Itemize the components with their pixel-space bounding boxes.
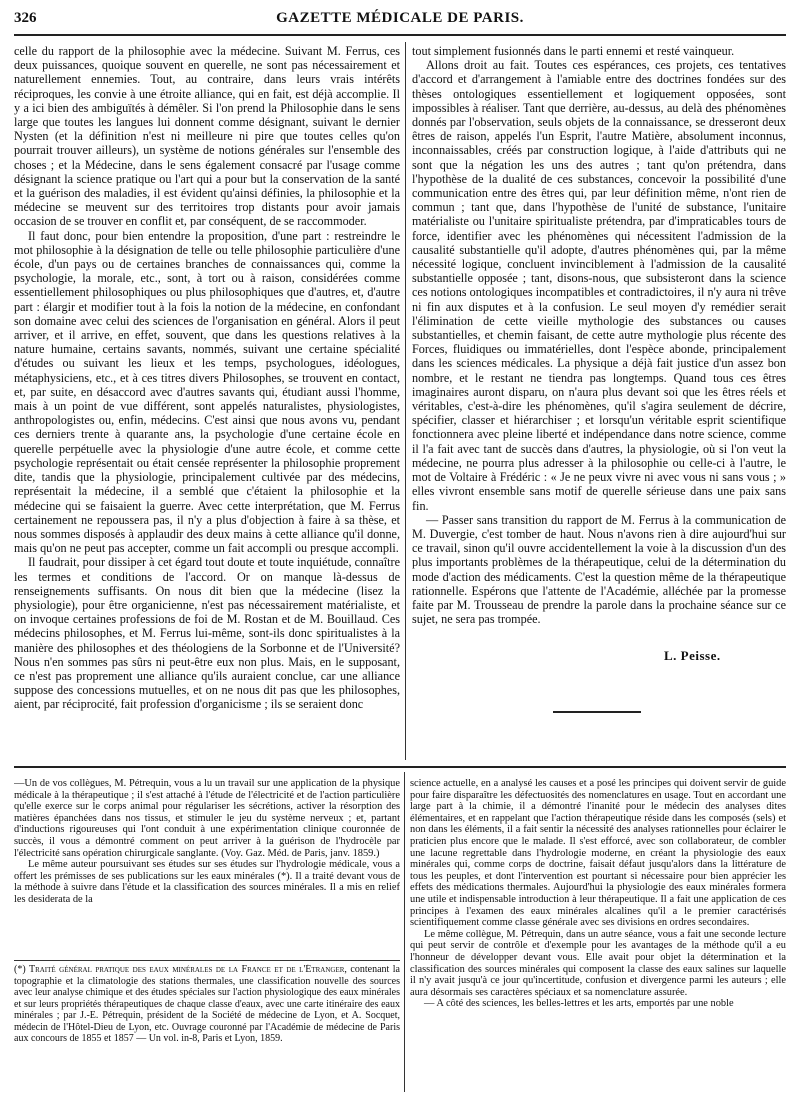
journal-title: GAZETTE MÉDICALE DE PARIS. [276,10,524,26]
upper-left-column [14,44,400,758]
paragraph: Le même collègue, M. Pétrequin, dans un autre séance, vous a fait une seconde lecture qui peut servir de contrôle et d'exemple pour les avantages de la méthode qu'il a eu l'honneur de développer devant vous. Elle avait pour objet la détermination et la classification des sources minérales qui composent la classe des eaux salines sur laquelle il n'y avait jusqu'à ce jour qu'incertitude, confusion et divergence parmi les auteurs ; elle aura désormais ses caractères spéciaux et sa nomenclature assurée. [410,928,786,998]
footnote [14,964,400,1092]
paragraph: Il faudrait, pour dissiper à cet égard tout doute et toute inquiétude, connaître les termes et conditions de l'accord. Or on manque là-dessus de renseignements suffisants. On nous dit bien que la médecine (lisez la physiologie), pour être organicienne, n'est pas nécessairement matérialiste, et on invoque certaines professions de foi de M. Rostan et de M. Bouillaud. Ces médecins philosophes, et M. Ferrus lui-même, sont-ils donc spiritualistes à la manière des philosophes et des théologiens de la Sorbonne et de l'Université? Nous n'en sommes pas sûrs ni peut-être eux non plus. Mais, en le supposant, ce n'est pas proprement une alliance qu'ils auraient conclue, car une alliance suppose des concessions mutuelles, et on ne nous dit pas que les philosophes, aient, par réciprocité, fait profession d'organicisme ; ils se seraient donc [14,555,400,712]
paragraph: Le même auteur poursuivant ses études sur ses études sur l'hydrologie médicale, vous a offert les prémisses de ses publications sur les eaux minérales (*). Il a traité devant vous de la méthode à suivre dans l'étude et la classification des sources minérales. Il a mis en relief les desiderata de la [14,859,400,905]
paragraph: — Passer sans transition du rapport de M. Ferrus à la communication de M. Duvergie, c'est tomber de haut. Nous n'avons rien à dire aujourd'hui sur ce travail, sinon qu'il ouvre accidentellement la voie à la discussion d'un des plus importants problèmes de la thérapeutique, celui de la détermination du mode d'action des médicaments. C'est la question même de la thérapeutique rationnelle. Espérons que l'attente de l'Académie, alléchée par la promesse faite par M. Trousseau de prendre la parole dans la prochaine séance sur ce sujet, ne sera pas trompée. [412,512,786,627]
footnote-title: (*) Traité général pratique des eaux minérales de la France et de l'Étranger, [14,964,347,975]
paragraph: science actuelle, en a analysé les causes et a posé les principes qui doivent servir de guide pour faire disparaître les défectuosités des nomenclatures en usage. Tout en accordant une large part à la chimie, il a démontré l'inanité pour le médecin des analyses dites élémentaires, et en rappelant que l'action thérapeutique réside dans les composés (sels) et non dans les éléments, il a fait sentir la nécessité des analyses rationnelles pour éclairer le praticien plus encore que le malade. Il s'est efforcé, avec son collaborateur, de combler une lacune regrettable dans l'hydrologie moderne, en créant la physiologie des eaux minérales qui, comme corps de doctrine, faisait défaut jusqu'alors dans la littérature de tous les peuples, et dont l'intervention est pourtant si nécessaire pour bien apprécier les effets des médications thermales. Aujourd'hui la physiologie des eaux minérales formera une utile et indispensable introduction à leur thérapeutique. Il a fait une application de ces principes à l'examen des eaux minérales alcalines qu'il a le premier caractérisés scientifiquement comme classe générale avec ses divisions en ordres secondaires. [410,778,786,929]
paragraph: celle du rapport de la philosophie avec la médecine. Suivant M. Ferrus, ces deux puissances, quoique souvent en querelle, ne sont pas nécessairement et naturellement ennemies. Tout, au contraire, dans leurs vrais intérêts réciproques, les convie à une étroite alliance, qui en fait, est déjà accomplie. Il y a ici bien des ambiguïtés à démêler. Si l'on prend la Philosophie dans le sens large que toutes les langues lui donnent comme désignant, suivant le dernier Nysten (et la définition n'est ni meilleure ni pire que toutes celles qu'on pourrait trouver ailleurs), un système de notions générales sur l'ensemble des choses ; et la Médecine, dans le sens également consacré par l'usage comme désignant la science pratique ou l'art qui a pour but la conservation de la santé et la guérison des maladies, il est évident qu'ainsi définies, la philosophie et la médecine se meuvent sur des territoires trop distants pour avoir jamais occasion de se trouver en conflit et, par conséquent, de se raccommoder. [14,44,400,229]
footnote-divider [14,960,400,961]
paragraph: Il faut donc, pour bien entendre la proposition, d'une part : restreindre le mot philosophie à la désignation de telle ou telle philosophie particulière d'une école, d'un pays ou de certaines branches de connaissances qui, comme la psychologie, la morale, etc., sont, à tort ou à raison, considérées comme essentiellement philosophiques ou plus philosophiques que d'autres, et, d'autre part : élargir et modifier tout à la fois la notion de la médecine, en confondant son domaine avec celui des sciences de l'organisation en général. Alors il peut arriver, et il arrive, en effet, souvent, que dans les questions relatives à la nature humaine, certains savants, nommés, suivant une certaine spécialité d'études ou suivant les lieux et les temps, psychologues, idéologues, métaphysiciens, etc., et à ces titres divers Philosophes, se trouvent en contact, et, par suite, en désaccord avec d'autres savants qui, étudiant aussi l'homme, mais à un point de vue différent, sont appelés naturalistes, physiologistes, anthropologistes ou, enfin, médecins. C'est ainsi que nous avons vu, pendant ces derniers trente à quarante ans, la psychologie d'une certaine école en querelle perpétuelle avec la physiologie d'une autre école, et comme cette psychologie représentait ou était censée représenter la philosophie proprement dite, tandis que la physiologie, principalement cultivée par des médecins, représentait la médecine, il a semblé que c'étaient la philosophie et la médecine qui se faisaient la guerre. Avec cette interprétation, que M. Ferrus certainement ne repoussera pas, il n'y a plus d'objection à faire à sa thèse, et nous sommes disposés à applaudir des deux mains à cette alliance qu'il donne, mais qu'on ne peut pas accepter, comme un fait accompli ou presque accompli. [14,228,400,556]
paragraph: tout simplement fusionnés dans le parti ennemi et resté vainqueur. [412,44,735,58]
paragraph: Allons droit au fait. Toutes ces espérances, ces projets, ces tentatives d'accord et d'arrangement à l'amiable entre des doctrines fondées sur des thèses ontologiques essentiellement et logiquement opposées, sont impossibles à réaliser. Tant que derrière, au-dessus, au delà des phénomènes donnés par l'observation, seuls objets de la connaissance, se dresseront deux êtres de raison, appelés l'un Esprit, l'autre Matière, absolument inconnus, inconnaissables, créés par construction logique, à l'aide d'attributs qui ne sont que la négation les uns des autres ; tant qu'on prétendra, dans l'hypothèse de la dualité de ces substances, concevoir la possibilité d'une communication entre des êtres qui, par leur définition même, n'ont rien de commun ; tant que, dans l'hypothèse de l'unité de substance, l'unitaire matérialiste ou l'unitaire spiritualiste prétendra, par d'impraticables tours de force, identifier avec les phénomènes qui nécessitent l'admission de la causalité substantielle qu'il adopte, d'autres phénomènes qui, par la même nécessité logique, concluent invinciblement à l'admission de la causalité substantielle opposée ; tant, disons-nous, que subsisteront dans la science ces notions ontologiques incompatibles et contradictoires, il n'y aura ni trêve ni fin aux disputes et à la confusion. Le seul moyen d'y remédier serait l'élimination de cette vieille mythologie des substances ou causes substantielles, et chemin faisant, de cette autre mythologie plus récente des Forces, fluidiques ou immatérielles, dont l'espèce abonde, principalement dans les sciences médicales. La physique a déjà fait justice d'un assez bon nombre, et le restant ne tiendra pas longtemps. Quand tous ces êtres imaginaires auront disparu, on n'aura plus devant soi que les êtres réels et véritables, c'est-à-dire les phénomènes, qu'il s'agira seulement de décrire, spécifier, classer et hiérarchiser ; et lorsqu'un véritable esprit scientifique fonctionnera avec pleine liberté et indépendance dans notre science, comme il l'a fait avec tant de succès dans d'autres, la physiologie, où si l'on veut la médecine, ne pourra plus adresser à la philosophie ou celle-ci à l'autre, le mot de Voltaire à Frédéric : « Je ne peux vivre ni avec vous ni sans vous ; » elles vivront ensemble sans motif de querelle sérieuse dans une paix sans fin. [412,58,786,513]
paragraph: —Un de vos collègues, M. Pétrequin, vous a lu un travail sur une application de la physique médicale à la thérapeutique ; il s'est attaché à l'étude de l'électricité et de l'action particulière qu'elle exerce sur le corps animal pour régulariser les sécrétions, activer la résorption des matières épanchées dans nos tissus, et stimuler le jeu du système nerveux ; et, partant d'inductions rigoureuses qui l'ont conduit à une expérimentation clinique couronnée de succès, il vous a démontré comment on peut arriver à la guérison de l'hydrocèle par l'électricité sans opération chirurgicale sanglante. (Voy. Gaz. Méd. de Paris, janv. 1859.) [14,778,400,859]
page-header [14,10,786,36]
lower-left-column [14,778,400,958]
section-separator [14,766,786,768]
lower-right-column [410,778,786,1092]
paragraph: — A côté des sciences, les belles-lettres et les arts, emportés par une noble [424,998,734,1010]
lower-column-divider [404,772,405,1092]
author-signature: L. Peisse. [664,648,721,663]
page-number: 326 [14,10,37,26]
column-divider [405,42,406,760]
end-of-article-rule [553,711,641,713]
upper-right-column [412,44,786,684]
footnote-text: contenant la topographie et la climatologie des stations thermales, une classification nouvelle des sources avec leur analyse chimique et des études spéciales sur l'action physiologique des eaux minérales et sur leurs propriétés thérapeutiques de chaque classe d'eaux, avec une carte itinéraire des eaux minérales ; par J.-E. Pétrequin, président de la Société de médecine de Lyon, et A. Socquet, médecin de l'Hôtel-Dieu de Lyon, etc. Ouvrage couronné par l'Académie de médecine de Paris aux concours de 1855 et 1857 — Un vol. in-8, Paris et Lyon, 1859. [14,964,400,1044]
